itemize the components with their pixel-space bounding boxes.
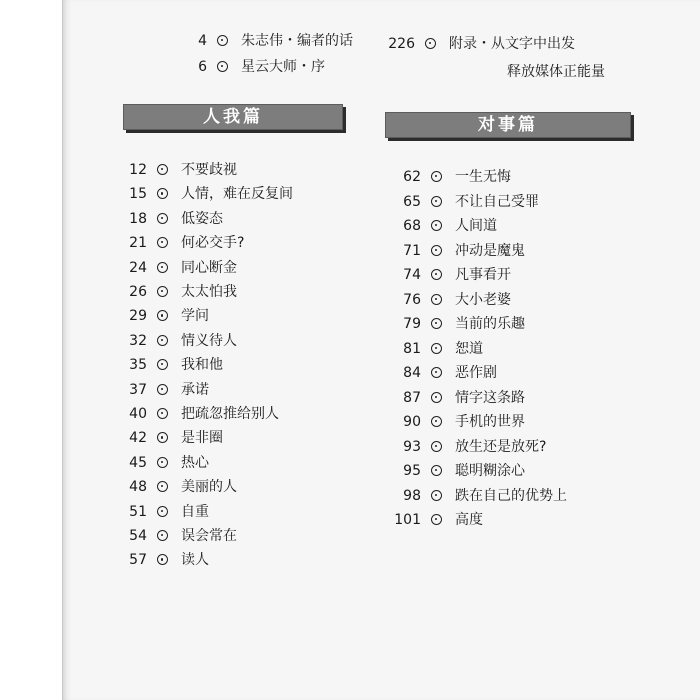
entry-title: 读人 — [181, 552, 209, 569]
circle-dot-icon — [157, 262, 168, 273]
circle-dot-icon — [157, 408, 168, 419]
toc-entry — [103, 183, 343, 205]
page-number: 51 — [129, 503, 147, 520]
entry-title: 不要歧视 — [181, 162, 237, 178]
toc-entry — [369, 411, 609, 433]
entry-title: 人情，难在反复间 — [181, 186, 293, 203]
page-number: 74 — [403, 267, 421, 283]
entry-title: 热心 — [181, 454, 209, 471]
page-number: 226 — [388, 36, 415, 52]
toc-entry-appendix — [363, 33, 643, 55]
toc-entry — [369, 240, 609, 262]
entry-title: 我和他 — [181, 357, 223, 374]
circle-dot-icon — [425, 38, 436, 49]
toc-entry — [103, 208, 343, 230]
toc-entry — [103, 501, 343, 523]
toc-entry — [369, 509, 609, 531]
circle-dot-icon — [157, 384, 168, 395]
entry-title: 附录・从文字中出发 — [449, 36, 575, 52]
circle-dot-icon — [157, 457, 168, 468]
section-heading-right — [385, 112, 631, 138]
page-number: 21 — [129, 235, 147, 252]
circle-dot-icon — [157, 506, 168, 517]
toc-entry — [163, 30, 383, 52]
circle-dot-icon — [431, 294, 442, 305]
circle-dot-icon — [157, 359, 168, 370]
circle-dot-icon — [431, 220, 442, 231]
entry-title: 学问 — [181, 308, 209, 325]
toc-entry — [163, 56, 383, 78]
circle-dot-icon — [217, 35, 228, 46]
entry-title: 低姿态 — [181, 210, 223, 227]
entry-title: 同心断金 — [181, 259, 237, 276]
circle-dot-icon — [157, 530, 168, 541]
page-number: 18 — [129, 210, 147, 227]
page-number: 101 — [394, 512, 421, 528]
page-number: 62 — [403, 169, 421, 185]
page-number: 40 — [129, 406, 147, 422]
entry-title: 跌在自己的优势上 — [455, 487, 567, 504]
entry-title: 手机的世界 — [455, 414, 525, 430]
page-number: 37 — [129, 381, 147, 398]
toc-entry — [103, 330, 343, 352]
entry-title: 当前的乐趣 — [455, 316, 525, 332]
page-number: 68 — [403, 218, 421, 234]
toc-entry — [369, 460, 609, 482]
toc-entry — [369, 436, 609, 458]
page-number: 32 — [129, 332, 147, 349]
page-number: 12 — [129, 162, 147, 178]
entry-title: 大小老婆 — [455, 291, 511, 308]
toc-entry — [103, 525, 343, 547]
page-number: 42 — [129, 430, 147, 447]
toc-entry — [369, 387, 609, 409]
toc-entry — [103, 379, 343, 401]
entry-title: 人间道 — [455, 218, 497, 234]
page-number: 4 — [198, 33, 207, 49]
entry-title: 高度 — [455, 512, 483, 528]
toc-entry — [103, 549, 343, 571]
page-number: 48 — [129, 479, 147, 496]
circle-dot-icon — [431, 514, 442, 525]
circle-dot-icon — [431, 416, 442, 427]
entry-title: 自重 — [181, 503, 209, 520]
toc-entry — [103, 305, 343, 327]
page-number: 6 — [198, 59, 207, 75]
section-heading-left — [123, 104, 343, 130]
circle-dot-icon — [157, 481, 168, 492]
toc-entry — [103, 159, 343, 181]
toc-entry — [369, 289, 609, 311]
entry-title: 美丽的人 — [181, 479, 237, 496]
entry-title: 不让自己受罪 — [455, 193, 539, 210]
entry-title: 放生还是放死? — [455, 438, 547, 455]
entry-title: 何必交手? — [181, 235, 245, 252]
circle-dot-icon — [157, 310, 168, 321]
circle-dot-icon — [431, 171, 442, 182]
page-number: 79 — [403, 316, 421, 332]
circle-dot-icon — [431, 196, 442, 207]
toc-entry — [103, 403, 343, 425]
page-number: 57 — [129, 552, 147, 569]
page-number: 35 — [129, 357, 147, 374]
entry-title: 情字这条路 — [455, 389, 525, 406]
circle-dot-icon — [157, 432, 168, 443]
toc-entry — [103, 281, 343, 303]
entry-title-continuation: 释放媒体正能量 — [507, 64, 605, 80]
entry-title: 一生无悔 — [455, 169, 511, 185]
circle-dot-icon — [431, 343, 442, 354]
toc-entry — [369, 362, 609, 384]
toc-entry — [369, 166, 609, 188]
toc-entry — [103, 476, 343, 498]
circle-dot-icon — [431, 441, 442, 452]
toc-entry — [369, 215, 609, 237]
page-number: 84 — [403, 365, 421, 381]
page-number: 87 — [403, 389, 421, 406]
page-number: 26 — [129, 284, 147, 300]
toc-entry — [369, 264, 609, 286]
entry-title: 是非圈 — [181, 430, 223, 447]
circle-dot-icon — [157, 164, 168, 175]
entry-title: 承诺 — [181, 381, 209, 398]
toc-entry — [103, 257, 343, 279]
page-number: 81 — [403, 340, 421, 357]
page-number: 54 — [129, 528, 147, 544]
book-page — [62, 0, 700, 700]
circle-dot-icon — [157, 286, 168, 297]
entry-title: 星云大师・序 — [241, 59, 325, 75]
entry-title: 情义待人 — [181, 332, 237, 349]
circle-dot-icon — [431, 490, 442, 501]
toc-entry — [369, 338, 609, 360]
section-heading-label: 人我篇 — [203, 107, 263, 127]
page-number: 65 — [403, 193, 421, 210]
circle-dot-icon — [157, 213, 168, 224]
entry-title: 太太怕我 — [181, 284, 237, 300]
entry-title: 冲动是魔鬼 — [455, 242, 525, 259]
circle-dot-icon — [157, 188, 168, 199]
page-number: 98 — [403, 487, 421, 504]
page-number: 29 — [129, 308, 147, 325]
circle-dot-icon — [217, 61, 228, 72]
entry-title: 聪明糊涂心 — [455, 463, 525, 479]
page-number: 95 — [403, 463, 421, 479]
toc-entry — [103, 427, 343, 449]
toc-entry — [369, 485, 609, 507]
toc-entry — [369, 313, 609, 335]
page-number: 76 — [403, 291, 421, 308]
entry-title: 朱志伟・编者的话 — [241, 33, 353, 49]
page-number: 90 — [403, 414, 421, 430]
section-heading-label: 对事篇 — [478, 115, 538, 135]
entry-title: 恕道 — [455, 340, 483, 357]
circle-dot-icon — [157, 237, 168, 248]
entry-title: 把疏忽推给别人 — [181, 406, 279, 422]
circle-dot-icon — [431, 269, 442, 280]
page-number: 71 — [403, 242, 421, 259]
page-number: 15 — [129, 186, 147, 203]
page-number: 24 — [129, 259, 147, 276]
circle-dot-icon — [431, 465, 442, 476]
entry-title: 恶作剧 — [455, 365, 497, 381]
circle-dot-icon — [431, 392, 442, 403]
circle-dot-icon — [431, 367, 442, 378]
entry-title: 凡事看开 — [455, 267, 511, 283]
circle-dot-icon — [157, 335, 168, 346]
toc-entry — [103, 452, 343, 474]
page-number: 93 — [403, 438, 421, 455]
toc-entry — [103, 232, 343, 254]
circle-dot-icon — [431, 245, 442, 256]
circle-dot-icon — [431, 318, 442, 329]
entry-title: 误会常在 — [181, 528, 237, 544]
circle-dot-icon — [157, 554, 168, 565]
toc-entry — [103, 354, 343, 376]
toc-entry — [369, 191, 609, 213]
page-number: 45 — [129, 454, 147, 471]
